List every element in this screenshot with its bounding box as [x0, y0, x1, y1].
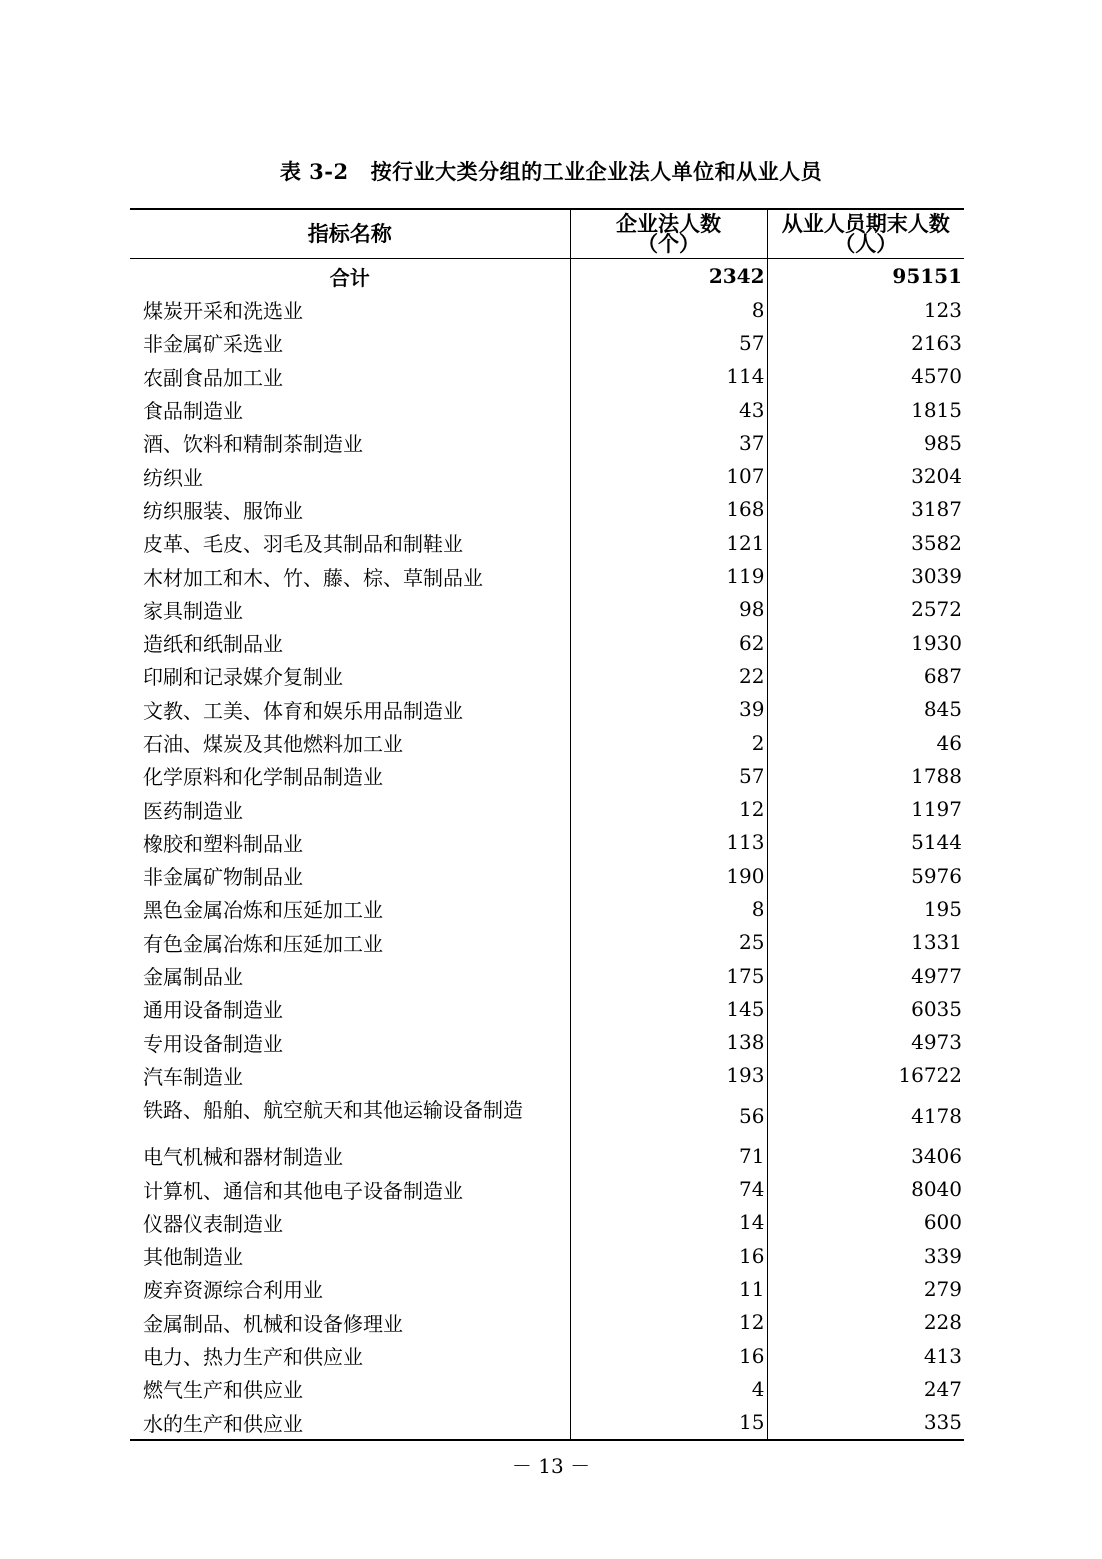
table-row: [130, 426, 964, 459]
table-title-text: 按行业大类分组的工业企业法人单位和从业人员: [370, 159, 823, 184]
table-row: [130, 926, 964, 959]
table-row: [130, 626, 964, 659]
table-row: [130, 1172, 964, 1205]
employee-count: 1331: [767, 926, 964, 959]
header-enterprise-count-label: 企业法人数: [616, 211, 721, 236]
industry-name: 非金属矿物制品业: [143, 865, 303, 890]
header-employee-count-unit: （人）: [834, 231, 898, 256]
table-row: [130, 593, 964, 626]
industry-name: 有色金属冶炼和压延加工业: [143, 931, 383, 956]
employee-count: 2572: [767, 593, 964, 626]
industry-name: 文教、工美、体育和娱乐用品制造业: [143, 698, 463, 723]
table-row: [130, 1306, 964, 1339]
enterprise-count: 4: [570, 1372, 767, 1405]
table-row: [130, 792, 964, 825]
industry-table: [130, 208, 964, 1441]
table-row: [130, 493, 964, 526]
table-row: [130, 992, 964, 1025]
employee-count: 4178: [767, 1092, 964, 1139]
enterprise-count: 39: [570, 693, 767, 726]
table-row: [130, 726, 964, 759]
enterprise-count: 114: [570, 360, 767, 393]
industry-name: 煤炭开采和洗选业: [143, 299, 303, 324]
table-row: [130, 1026, 964, 1059]
employee-count: 3039: [767, 559, 964, 592]
industry-name: 黑色金属冶炼和压延加工业: [143, 898, 383, 923]
industry-name: 计算机、通信和其他电子设备制造业: [143, 1178, 463, 1203]
enterprise-count: 25: [570, 926, 767, 959]
enterprise-count: 74: [570, 1172, 767, 1205]
industry-name: 化学原料和化学制品制造业: [143, 765, 383, 790]
employee-count: 600: [767, 1206, 964, 1239]
header-employee-count: [767, 209, 964, 259]
industry-name: 纺织服装、服饰业: [143, 498, 303, 523]
employee-count: 687: [767, 659, 964, 692]
page-number: － 13 －: [511, 1454, 591, 1478]
table-row: [130, 326, 964, 359]
employee-count: 4570: [767, 360, 964, 393]
industry-name: 铁路、船舶、航空航天和其他运输设备制造: [143, 1098, 523, 1123]
employee-count: 335: [767, 1406, 964, 1440]
enterprise-count: 168: [570, 493, 767, 526]
enterprise-count: 12: [570, 792, 767, 825]
table-row: [130, 826, 964, 859]
enterprise-count: 8: [570, 892, 767, 925]
industry-name: 仪器仪表制造业: [143, 1211, 283, 1236]
industry-name: 专用设备制造业: [143, 1031, 283, 1056]
header-enterprise-count-unit: （个）: [637, 231, 700, 256]
employee-count: 195: [767, 892, 964, 925]
enterprise-count: 175: [570, 959, 767, 992]
industry-name: 造纸和纸制品业: [143, 632, 283, 657]
enterprise-count: 43: [570, 393, 767, 426]
employee-count: 1815: [767, 393, 964, 426]
table-row: [130, 659, 964, 692]
industry-name: 其他制造业: [143, 1245, 243, 1270]
employee-count: 123: [767, 293, 964, 326]
enterprise-count: 11: [570, 1272, 767, 1305]
employee-count: 46: [767, 726, 964, 759]
table-row: [130, 1372, 964, 1405]
enterprise-count: 22: [570, 659, 767, 692]
header-enterprise-count: [570, 209, 767, 259]
table-title: [0, 156, 1102, 186]
table-row: [130, 393, 964, 426]
enterprise-count: 14: [570, 1206, 767, 1239]
industry-name: 燃气生产和供应业: [143, 1378, 303, 1403]
table-row: [130, 1059, 964, 1092]
table-row: [130, 526, 964, 559]
enterprise-count: 107: [570, 459, 767, 492]
employee-count: 845: [767, 693, 964, 726]
industry-name: 食品制造业: [143, 399, 243, 424]
table-row: [130, 693, 964, 726]
enterprise-count: 113: [570, 826, 767, 859]
industry-name: 金属制品业: [143, 965, 243, 990]
industry-name: 橡胶和塑料制品业: [143, 831, 303, 856]
employee-count: 6035: [767, 992, 964, 1025]
table-header-row: [130, 209, 964, 259]
table-row: [130, 859, 964, 892]
enterprise-count: 57: [570, 326, 767, 359]
industry-name: 废弃资源综合利用业: [143, 1278, 323, 1303]
enterprise-count: 98: [570, 593, 767, 626]
enterprise-count: 16: [570, 1339, 767, 1372]
employee-count: 1197: [767, 792, 964, 825]
employee-count: 3187: [767, 493, 964, 526]
employee-count: 4977: [767, 959, 964, 992]
enterprise-count: 145: [570, 992, 767, 1025]
industry-name: 电力、热力生产和供应业: [143, 1345, 363, 1370]
table-row: [130, 1339, 964, 1372]
table-row: [130, 293, 964, 326]
enterprise-count: 12: [570, 1306, 767, 1339]
employee-count: 3406: [767, 1139, 964, 1172]
enterprise-count: 37: [570, 426, 767, 459]
employee-count: 5144: [767, 826, 964, 859]
employee-count: 3204: [767, 459, 964, 492]
employee-count: 228: [767, 1306, 964, 1339]
enterprise-count: 190: [570, 859, 767, 892]
industry-name: 皮革、毛皮、羽毛及其制品和制鞋业: [143, 532, 463, 557]
table-row: [130, 1272, 964, 1305]
employee-count: 339: [767, 1239, 964, 1272]
enterprise-count: 57: [570, 759, 767, 792]
table-row: [130, 1406, 964, 1440]
table-row: [130, 1206, 964, 1239]
total-employee-count: 95151: [767, 259, 964, 294]
industry-name: 农副食品加工业: [143, 365, 283, 390]
industry-name: 家具制造业: [143, 598, 243, 623]
industry-name: 通用设备制造业: [143, 998, 283, 1023]
employee-count: 3582: [767, 526, 964, 559]
table-row: [130, 559, 964, 592]
table-row: [130, 1239, 964, 1272]
enterprise-count: 62: [570, 626, 767, 659]
table-row: [130, 759, 964, 792]
industry-name: 汽车制造业: [143, 1064, 243, 1089]
enterprise-count: 8: [570, 293, 767, 326]
enterprise-count: 138: [570, 1026, 767, 1059]
employee-count: 985: [767, 426, 964, 459]
total-enterprise-count: 2342: [570, 259, 767, 294]
employee-count: 2163: [767, 326, 964, 359]
enterprise-count: 56: [570, 1092, 767, 1139]
enterprise-count: 2: [570, 726, 767, 759]
employee-count: 1930: [767, 626, 964, 659]
enterprise-count: 119: [570, 559, 767, 592]
employee-count: 4973: [767, 1026, 964, 1059]
table-row: [130, 459, 964, 492]
table-row: [130, 959, 964, 992]
employee-count: 8040: [767, 1172, 964, 1205]
industry-name: 酒、饮料和精制茶制造业: [143, 432, 363, 457]
header-indicator-name: 指标名称: [130, 209, 570, 259]
industry-name: 纺织业: [143, 465, 203, 490]
total-label: 合计: [329, 265, 370, 290]
table-row: [130, 360, 964, 393]
industry-name: 金属制品、机械和设备修理业: [143, 1311, 403, 1336]
employee-count: 1788: [767, 759, 964, 792]
industry-name: 电气机械和器材制造业: [143, 1145, 343, 1170]
employee-count: 279: [767, 1272, 964, 1305]
employee-count: 413: [767, 1339, 964, 1372]
table-row: [130, 892, 964, 925]
employee-count: 16722: [767, 1059, 964, 1092]
enterprise-count: 15: [570, 1406, 767, 1440]
employee-count: 247: [767, 1372, 964, 1405]
enterprise-count: 121: [570, 526, 767, 559]
industry-name: 水的生产和供应业: [130, 1406, 570, 1440]
enterprise-count: 71: [570, 1139, 767, 1172]
table-number: 表 3-2: [279, 159, 349, 184]
enterprise-count: 16: [570, 1239, 767, 1272]
industry-name: 石油、煤炭及其他燃料加工业: [143, 732, 403, 756]
industry-name: 医药制造业: [143, 798, 243, 823]
enterprise-count: 193: [570, 1059, 767, 1092]
employee-count: 5976: [767, 859, 964, 892]
header-employee-count-label: 从业人员期末人数: [781, 211, 950, 236]
industry-name: 木材加工和木、竹、藤、棕、草制品业: [143, 565, 483, 590]
table-row: [130, 1139, 964, 1172]
industry-name: 非金属矿采选业: [143, 332, 283, 357]
table-row: [130, 1092, 964, 1139]
industry-name: 印刷和记录媒介复制业: [143, 665, 343, 690]
total-row: [130, 259, 964, 294]
